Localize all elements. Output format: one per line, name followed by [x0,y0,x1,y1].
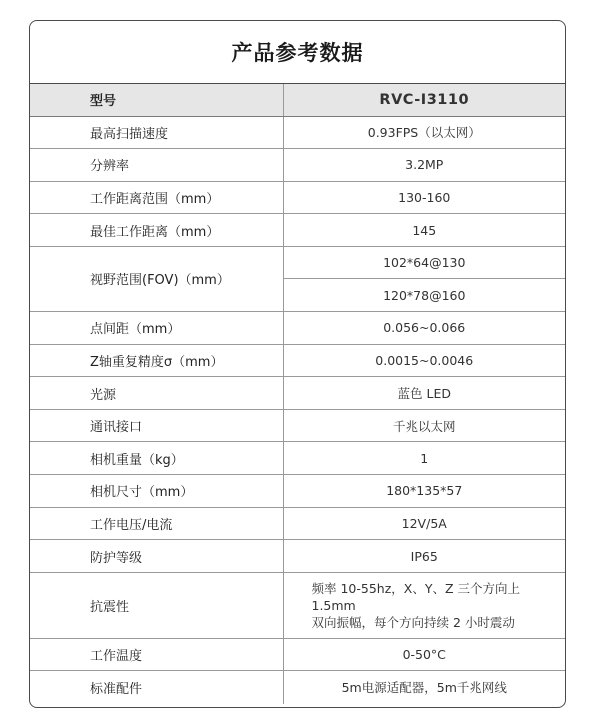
row-label-resolution: 分辨率 [30,149,283,182]
row-value-interface: 千兆以太网 [283,409,565,442]
table-header-row [30,84,565,116]
vibration-line-1: 频率 10-55hz，X、Y、Z 三个方向上 1.5mm [311,580,521,613]
table-row [30,540,565,573]
row-label-fov: 视野范围(FOV)（mm） [30,246,283,311]
row-value-accessories: 5m电源适配器，5m千兆网线 [341,680,507,696]
table-row [30,475,565,508]
row-label-working-distance-range: 工作距离范围（mm） [30,181,283,214]
row-label-voltage-current: 工作电压/电流 [30,507,283,540]
header-label: 型号 [30,84,283,116]
row-value-working-distance-range: 130-160 [283,181,565,214]
row-value-weight: 1 [283,442,565,475]
vibration-line-2: 双向振幅，每个方向持续 2 小时震动 [311,614,515,630]
table-row [30,671,565,704]
row-label-temperature: 工作温度 [30,638,283,671]
row-label-z-precision: Z轴重复精度σ（mm） [30,344,283,377]
table-row [30,507,565,540]
row-label-point-spacing: 点间距（mm） [30,312,283,345]
row-value-fov-near: 102*64@130 [283,246,565,279]
row-value-vibration [283,572,565,638]
row-value-point-spacing: 0.056~0.066 [283,312,565,345]
table-row [30,149,565,182]
row-value-fov-far: 120*78@160 [283,279,565,312]
table-row [30,638,565,671]
table-row [30,214,565,247]
row-value-dimensions: 180*135*57 [283,475,565,508]
table-row [30,409,565,442]
row-value-light-source: 蓝色 LED [283,377,565,410]
table-row [30,344,565,377]
row-label-dimensions: 相机尺寸（mm） [30,475,283,508]
row-label-accessories: 标准配件 [30,671,283,704]
page-title: 产品参考数据 [30,21,565,84]
row-value-temperature: 0-50°C [283,638,565,671]
header-model-value: RVC-I3110 [283,84,565,116]
table-row [30,572,565,638]
row-value-z-precision: 0.0015~0.0046 [283,344,565,377]
table-row [30,442,565,475]
row-label-scan-speed: 最高扫描速度 [30,116,283,149]
row-value-scan-speed: 0.93FPS（以太网） [283,116,565,149]
row-value-resolution: 3.2MP [283,149,565,182]
table-row [30,181,565,214]
table-row [30,246,565,279]
table-row [30,377,565,410]
row-label-optimal-distance: 最佳工作距离（mm） [30,214,283,247]
table-row [30,116,565,149]
row-value-protection: IP65 [283,540,565,573]
row-value-optimal-distance: 145 [283,214,565,247]
row-label-light-source: 光源 [30,377,283,410]
row-value-voltage-current: 12V/5A [283,507,565,540]
row-label-protection: 防护等级 [30,540,283,573]
spec-card [29,20,566,708]
row-label-vibration: 抗震性 [30,572,283,638]
row-label-interface: 通讯接口 [30,409,283,442]
table-row [30,312,565,345]
row-label-weight: 相机重量（kg） [30,442,283,475]
spec-table [30,84,565,704]
